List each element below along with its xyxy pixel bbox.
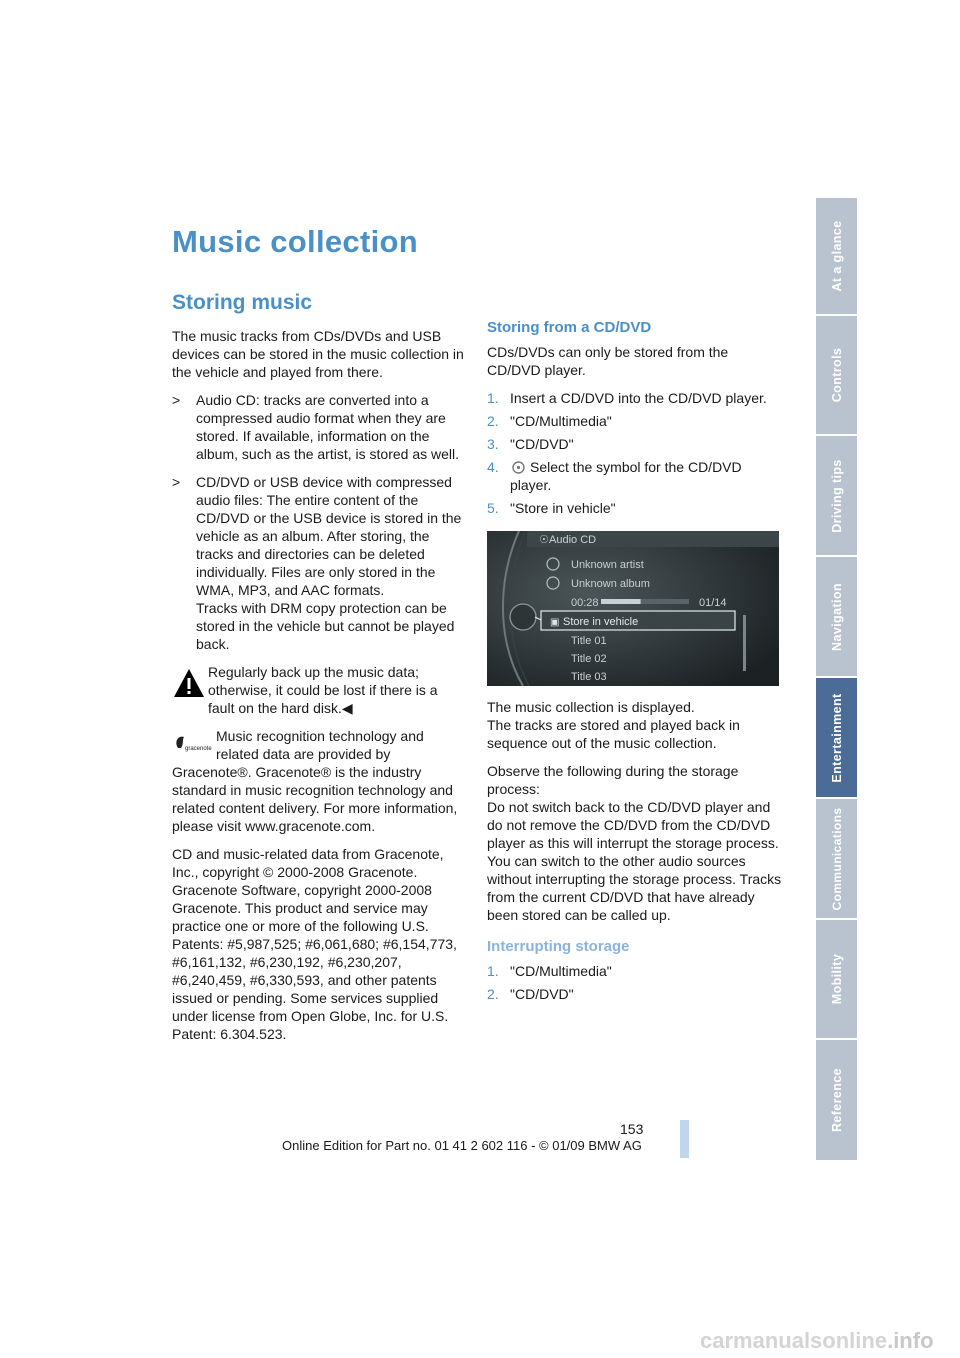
- svg-text:☉: ☉: [539, 534, 549, 546]
- screen-selected: Store in vehicle: [563, 616, 639, 628]
- screen-title-3: Title 03: [571, 671, 607, 683]
- idrive-screenshot: [487, 531, 779, 686]
- step-item: [487, 499, 782, 517]
- screen-track: 01/14: [699, 597, 727, 609]
- progress-fill: [601, 599, 641, 604]
- tab-entertainment[interactable]: Entertainment: [816, 678, 857, 797]
- step-text: "CD/DVD": [510, 986, 574, 1002]
- cd-player-icon: [510, 461, 527, 474]
- interrupting-heading: Interrupting storage: [487, 938, 630, 955]
- warning-notice: [172, 663, 464, 717]
- step-text: "CD/DVD": [510, 436, 574, 452]
- bullet-marker: >: [172, 392, 181, 408]
- bullet-text: Audio CD: tracks are converted into a compressed audio format when they are stored. If available, information on the album, such as the artist, is stored as well.: [196, 392, 459, 462]
- step-item: [487, 458, 782, 494]
- gracenote-logo-text: gracenote: [185, 746, 212, 752]
- left-column: [172, 327, 464, 1053]
- bullet-text-2: Tracks with DRM copy protection can be stored in the vehicle but cannot be played back.: [196, 600, 455, 652]
- step-item: [487, 389, 782, 407]
- warning-triangle-icon: [172, 666, 206, 700]
- page-title: Music collection: [172, 224, 418, 259]
- gracenote-logo: [172, 732, 214, 754]
- step-text: "Store in vehicle": [510, 500, 616, 516]
- step-number: 2.: [487, 413, 499, 429]
- footer-bar: [680, 1120, 689, 1158]
- tab-controls[interactable]: Controls: [816, 316, 857, 434]
- bullet-item: [172, 391, 464, 463]
- observe-text-1: Observe the following during the storage process:: [487, 763, 739, 797]
- step-number: 5.: [487, 500, 499, 516]
- screen-time: 00:28: [571, 597, 599, 609]
- screen-album: Unknown album: [571, 578, 650, 590]
- gracenote-notice: [172, 727, 464, 835]
- observe-text-2: Do not switch back to the CD/DVD player and do not remove the CD/DVD from the CD/DVD player as this will interrupt the storage process. You can switch to the other audio sources without interrupting the storage process. Tracks from the current CD/DVD that have already been stored can be called up.: [487, 799, 782, 923]
- tab-at-a-glance[interactable]: At a glance: [816, 198, 857, 314]
- svg-text:▣: ▣: [550, 617, 560, 628]
- section-heading: Storing music: [172, 291, 313, 314]
- after-text-1: The music collection is displayed.: [487, 699, 695, 715]
- watermark: [700, 1328, 934, 1354]
- footer-text: Online Edition for Part no. 01 41 2 602 116 - © 01/09 BMW AG: [282, 1138, 642, 1153]
- step-item: [487, 962, 782, 980]
- page-number: 153: [620, 1121, 644, 1137]
- tab-driving-tips[interactable]: Driving tips: [816, 436, 857, 555]
- screen-artist: Unknown artist: [571, 559, 644, 571]
- after-text-2: The tracks are stored and played back in sequence out of the music collection.: [487, 717, 740, 751]
- cd-intro: CDs/DVDs can only be stored from the CD/DVD player.: [487, 344, 729, 378]
- tab-navigation[interactable]: Navigation: [816, 557, 857, 676]
- screen-svg: [487, 531, 779, 686]
- cd-heading: Storing from a CD/DVD: [487, 319, 652, 336]
- tab-mobility[interactable]: Mobility: [816, 920, 857, 1038]
- step-number: 3.: [487, 436, 499, 452]
- copyright-paragraph: CD and music-related data from Gracenote, Inc., copyright © 2000-2008 Gracenote. Gracenote Software, copyright 2000-2008 Gracenote. This product and service may practice one or more of the following U.S. Patents: #5,987,525; #6,061,680; #6,154,773, #6,161,132, #6,230,192, #6,230,207, #6,240,459, #6,330,593, and other patents issued or pending. Some services supplied under license from Open Globe, Inc. for U.S. Patent: 6.304.523.: [172, 846, 457, 1042]
- step-number: 1.: [487, 963, 499, 979]
- screen-title-1: Title 01: [571, 635, 607, 647]
- screen-header: Audio CD: [549, 534, 597, 546]
- watermark-suffix: .info: [887, 1328, 934, 1353]
- watermark-main: carmanualsonline: [700, 1328, 888, 1353]
- step-number: 2.: [487, 986, 499, 1002]
- step-number: 1.: [487, 390, 499, 406]
- step-number: 4.: [487, 459, 499, 475]
- bullet-text: CD/DVD or USB device with compressed audio files: The entire content of the CD/DVD or the USB device is stored in the vehicle as an album. After storing, the tracks and directories can be deleted individually. Files are only stored in the WMA, MP3, and AAC formats.: [196, 474, 462, 598]
- step-text: Insert a CD/DVD into the CD/DVD player.: [510, 390, 767, 406]
- tab-communications[interactable]: Communications: [816, 799, 857, 918]
- tab-reference[interactable]: Reference: [816, 1040, 857, 1160]
- step-text: Select the symbol for the CD/DVD player.: [510, 459, 742, 493]
- intro-paragraph: The music tracks from CDs/DVDs and USB devices can be stored in the music collection in the vehicle and played from there.: [172, 328, 464, 380]
- step-item: [487, 435, 782, 453]
- step-text: "CD/Multimedia": [510, 413, 612, 429]
- gracenote-text: Music recognition technology and related data are provided by Gracenote®. Gracenote® is the industry standard in music recognition technology and related content delivery. For more information, please visit www.gracenote.com.: [172, 728, 458, 834]
- warning-text: Regularly back up the music data; otherwise, it could be lost if there is a fault on the hard disk.◀: [208, 664, 438, 716]
- right-column: [487, 319, 782, 1008]
- screen-title-2: Title 02: [571, 653, 607, 665]
- bullet-item: [172, 473, 464, 653]
- bullet-marker: >: [172, 474, 181, 490]
- step-item: [487, 985, 782, 1003]
- step-item: [487, 412, 782, 430]
- step-text: "CD/Multimedia": [510, 963, 612, 979]
